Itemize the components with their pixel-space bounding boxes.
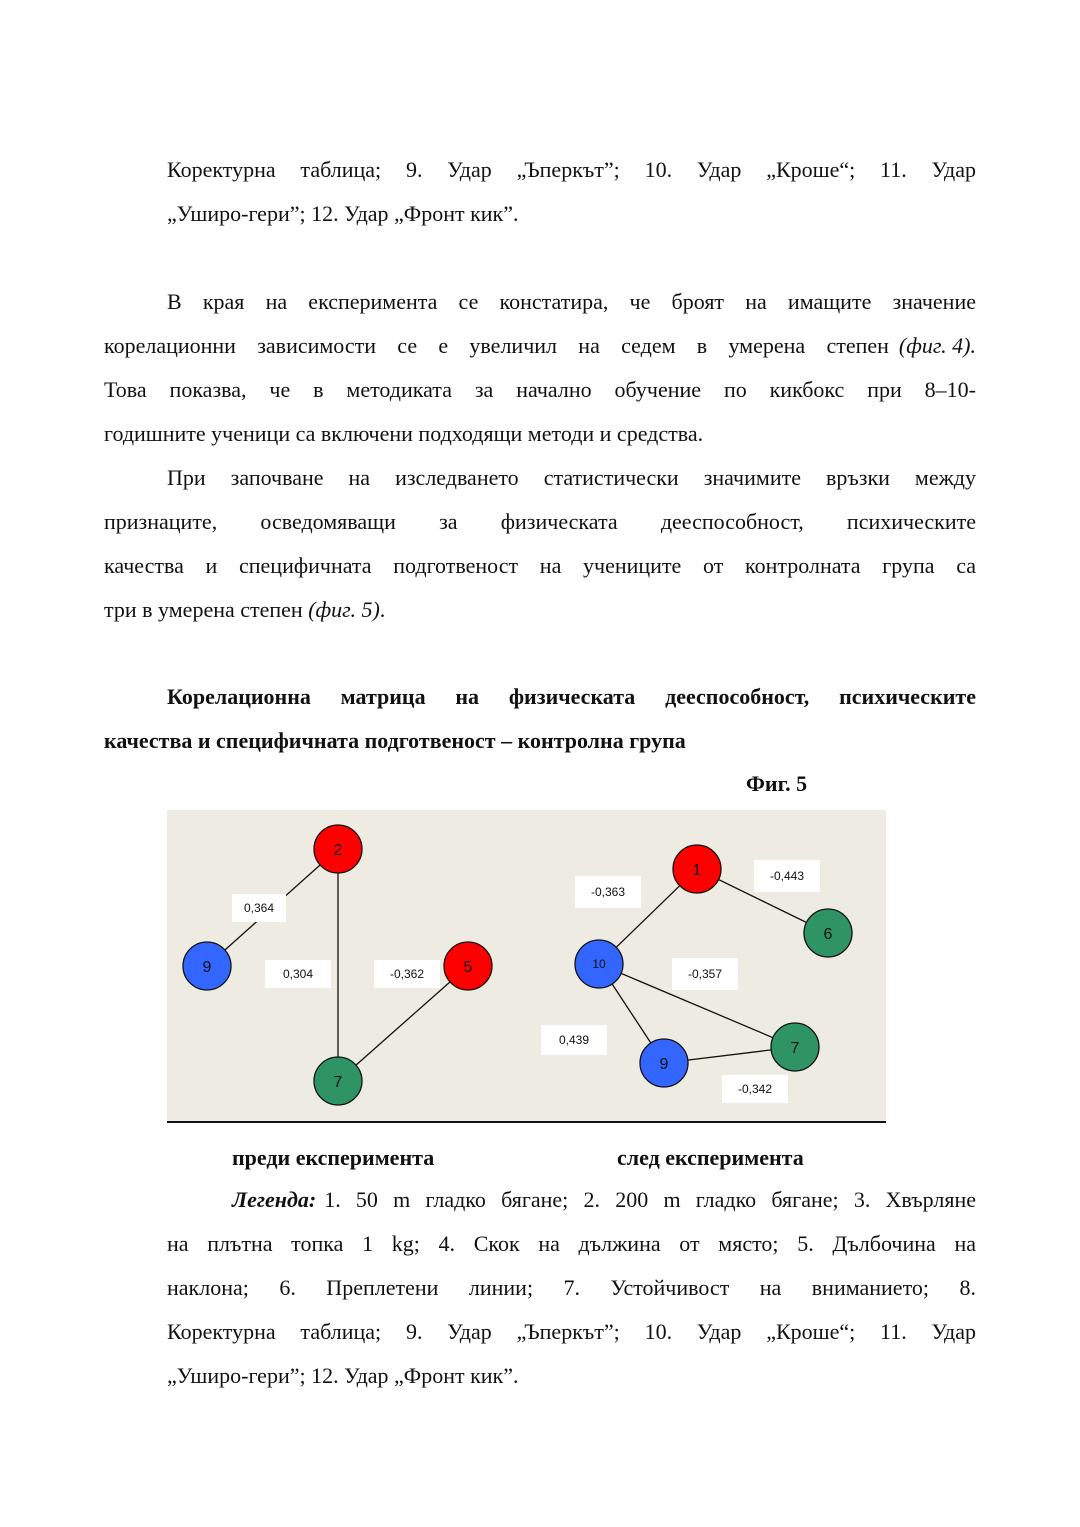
- before-edge-label-2-7: [265, 960, 331, 988]
- fig4-reference: (фиг. 4).: [898, 333, 976, 358]
- para2-line-1: При започване на изследването статистически значимите връзки между: [167, 465, 976, 490]
- after-node-6: [804, 909, 852, 957]
- before-node-label: 7: [333, 1074, 343, 1091]
- para2-line-3: качества и специфичната подготвеност на учениците от контролната група са: [104, 553, 976, 578]
- before-node-2: [314, 825, 362, 873]
- after-node-10: [575, 940, 623, 988]
- after-node-label: 1: [692, 862, 702, 879]
- before-node-9: [183, 942, 231, 990]
- after-edge-value: -0,363: [590, 885, 626, 899]
- after-edge-label-1-6: [754, 860, 820, 892]
- after-edge-label-9-7: [722, 1075, 788, 1103]
- after-edge-value: -0,342: [737, 1082, 773, 1096]
- before-edge-label-5-7: [374, 960, 440, 988]
- before-node-label: 9: [202, 959, 212, 976]
- after-node-label: 10: [592, 957, 606, 971]
- after-node-label: 9: [659, 1056, 669, 1073]
- legend-title: Легенда:: [232, 1187, 317, 1212]
- after-node-1: [673, 845, 721, 893]
- caption-before: преди експеримента: [232, 1145, 435, 1170]
- after-node-7: [771, 1023, 819, 1071]
- para2-period: .: [379, 597, 386, 622]
- before-edge-value: 0,304: [282, 967, 314, 981]
- before-edge-value: -0,362: [389, 967, 425, 981]
- figure-label: Фиг. 5: [746, 771, 808, 796]
- after-edge-label-10-7: [672, 958, 738, 990]
- para0-line-1: Коректурна таблица; 9. Удар „Ъперкът”; 10. Удар „Кроше“; 11. Удар: [167, 157, 976, 182]
- para1-line-2-text: корелационни зависимости се е увеличил на седем в умерена степен: [104, 333, 889, 358]
- caption-after: след експеримента: [617, 1145, 804, 1170]
- figure-heading-line-2: качества и специфичната подготвеност – контролна група: [104, 728, 686, 753]
- before-node-5: [444, 942, 492, 990]
- para0-line-2: „Уширо-гери”; 12. Удар „Фронт кик”.: [167, 201, 519, 226]
- after-edge-label-1-10: [575, 876, 641, 908]
- after-edge-value: -0,357: [687, 967, 723, 981]
- para1-line-4: годишните ученици са включени подходящи методи и средства.: [104, 421, 704, 446]
- after-node-label: 7: [790, 1040, 800, 1057]
- figure-heading-line-1: Корелационна матрица на физическата дееспособност, психическите: [167, 684, 976, 709]
- after-edge-label-10-9: [541, 1025, 607, 1055]
- para1-line-1-text: В края на експеримента се констатира, че броят на имащите значение: [167, 289, 976, 314]
- before-node-label: 5: [463, 959, 473, 976]
- para2-line-2: признаците, осведомяващи за физическата дееспособност, психическите: [104, 509, 976, 534]
- legend-line-1-text: 1. 50 m гладко бягане; 2. 200 m гладко бягане; 3. Хвърляне: [324, 1187, 976, 1212]
- before-edge-label-2-9: [232, 894, 286, 922]
- para1-line-3: Това показва, че в методиката за начално обучение по кикбокс при 8–10-: [104, 377, 976, 402]
- fig5-reference: (фиг. 5): [308, 597, 380, 622]
- legend-line-1: [232, 1186, 976, 1214]
- legend-line-4: Коректурна таблица; 9. Удар „Ъперкът”; 10. Удар „Кроше“; 11. Удар: [167, 1319, 976, 1344]
- legend-line-5: „Уширо-гери”; 12. Удар „Фронт кик”.: [167, 1363, 519, 1388]
- before-node-7: [314, 1057, 362, 1105]
- after-node-label: 6: [823, 926, 833, 943]
- after-edge-value: 0,439: [558, 1033, 590, 1047]
- after-node-9: [640, 1039, 688, 1087]
- para2-line-4-text: три в умерена степен: [104, 597, 303, 622]
- before-node-label: 2: [333, 842, 343, 859]
- after-edge-value: -0,443: [769, 869, 805, 883]
- before-edge-value: 0,364: [243, 901, 275, 915]
- legend-line-3: наклона; 6. Преплетени линии; 7. Устойчивост на вниманието; 8.: [167, 1275, 976, 1300]
- legend-line-2: на плътна топка 1 kg; 4. Скок на дължина от място; 5. Дълбочина на: [167, 1231, 976, 1256]
